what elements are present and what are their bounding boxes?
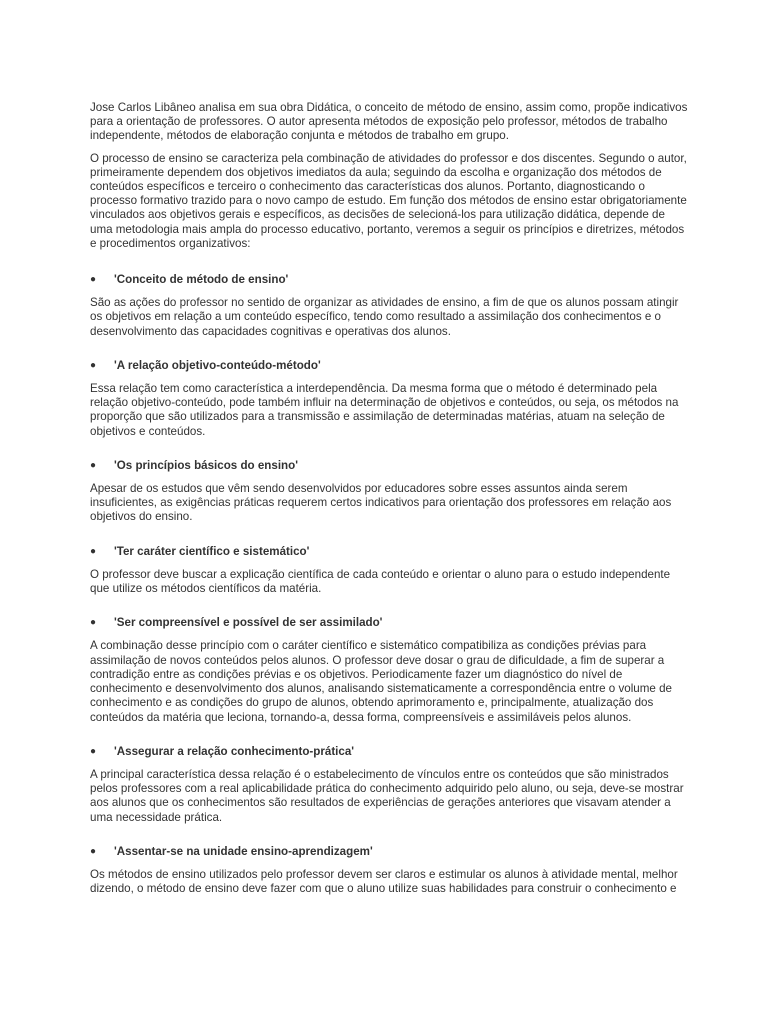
section-heading (90, 359, 690, 373)
bullet-icon: ● (90, 274, 97, 286)
bullet-icon: ● (90, 617, 97, 629)
section-heading-text: 'Ser compreensível e possível de ser assimilado' (114, 616, 383, 630)
section-heading-text: 'Os princípios básicos do ensino' (114, 458, 298, 472)
section-heading (90, 545, 690, 559)
intro-paragraph-1: Jose Carlos Libâneo analisa em sua obra Didática, o conceito de método de ensino, assim como, propõe indicativos para a orientação de professores. O autor apresenta métodos de exposição pelo professor, métodos de trabalho independente, métodos de elaboração conjunta e métodos de trabalho em grupo. (90, 101, 688, 143)
section-heading (90, 845, 690, 859)
section-body: São as ações do professor no sentido de organizar as atividades de ensino, a fim de que os alunos possam atingir os objetivos em relação a um conteúdo específico, tendo como resultado a assimilação dos conhecimentos e o desenvolvimento das capacidades cognitivas e operativas dos alunos. (90, 296, 679, 338)
bullet-icon: ● (90, 545, 97, 557)
section-body: Essa relação tem como característica a interdependência. Da mesma forma que o método é determinado pela relação objetivo-conteúdo, pode também influir na determinação de objetivos e conteúdos, ou seja, os métodos na proporção que são utilizados para a transmissão e assimilação de determinadas matérias, atuam na seleção de objetivos e conteúdos. (90, 382, 679, 438)
bullet-icon: ● (90, 359, 97, 371)
section-heading-text: 'Conceito de método de ensino' (114, 273, 289, 287)
section-heading-text: 'A relação objetivo-conteúdo-método' (114, 358, 321, 372)
section-heading (90, 459, 690, 473)
section-heading-text: 'Assentar-se na unidade ensino-aprendizagem' (114, 844, 373, 858)
bullet-icon: ● (90, 845, 97, 857)
section-ensino-aprendizagem (90, 845, 690, 897)
section-body: Apesar de os estudos que vêm sendo desenvolvidos por educadores sobre esses assuntos ainda serem insuficientes, as exigências práticas requerem certos indicativos para orientação dos professores em relação aos objetivos do ensino. (90, 482, 672, 524)
section-body: Os métodos de ensino utilizados pelo professor devem ser claros e estimular os alunos à atividade mental, melhor dizendo, o método de ensino deve fazer com que o aluno utilize suas habilidades para construir o conhecimento e (90, 867, 678, 896)
section-body: A combinação desse princípio com o caráter científico e sistemático compatibiliza as condições prévias para assimilação de novos conteúdos pelos alunos. O professor deve dosar o grau de dificuldade, a fim de superar a contradição entre as condições prévias e os objetivos. Periodicamente fazer um diagnóstico do nível de conhecimento e desenvolvimento dos alunos, analisando sistematicamente a correspondência entre o volume de conhecimento e as condições do grupo de alunos, obtendo aprimoramento e, principalmente, atualização dos conteúdos da matéria que leciona, tornando-a, dessa forma, compreensíveis e assimiláveis pelos alunos. (90, 639, 672, 724)
bullet-icon: ● (90, 459, 97, 471)
section-conceito (90, 273, 690, 339)
section-heading-text: 'Ter caráter científico e sistemático' (114, 544, 310, 558)
section-body: O professor deve buscar a explicação científica de cada conteúdo e orientar o aluno para o estudo independente que utilize os métodos científicos da matéria. (90, 567, 671, 596)
section-relacao (90, 359, 690, 439)
section-conhecimento-pratica (90, 745, 690, 825)
section-body: A principal característica dessa relação é o estabelecimento de vínculos entre os conteúdos que são ministrados pelos professores com a real aplicabilidade prática do conhecimento adquirido pelo aluno, ou seja, deve-se mostrar aos alunos que os conhecimentos são resultados de experiências de gerações anteriores que visavam atender a uma necessidade prática. (90, 767, 684, 824)
section-principios (90, 459, 690, 525)
section-heading (90, 616, 690, 630)
section-compreensivel (90, 616, 690, 724)
intro-paragraph-2: O processo de ensino se caracteriza pela combinação de atividades do professor e dos discentes. Segundo o autor, primeiramente dependem dos objetivos imediatos da aula; seguindo da escolha e organização dos métodos de conteúdos específicos e terceiro o conhecimento das características dos alunos. Portanto, diagnosticando o processo formativo trazido para o novo campo de estudo. Em função dos métodos de ensino estar obrigatoriamente vinculados aos objetivos gerais e específicos, as decisões de selecioná-los para utilização didática, depende de uma metodologia mais ampla do processo educativo, portanto, veremos a seguir os princípios e diretrizes, métodos e procedimentos organizativos: (90, 151, 687, 250)
document-content (90, 101, 690, 916)
section-heading-text: 'Assegurar a relação conhecimento-prática' (114, 744, 355, 758)
bullet-icon: ● (90, 745, 97, 757)
section-carater-cientifico (90, 545, 690, 597)
section-heading (90, 745, 690, 759)
section-heading (90, 273, 690, 287)
